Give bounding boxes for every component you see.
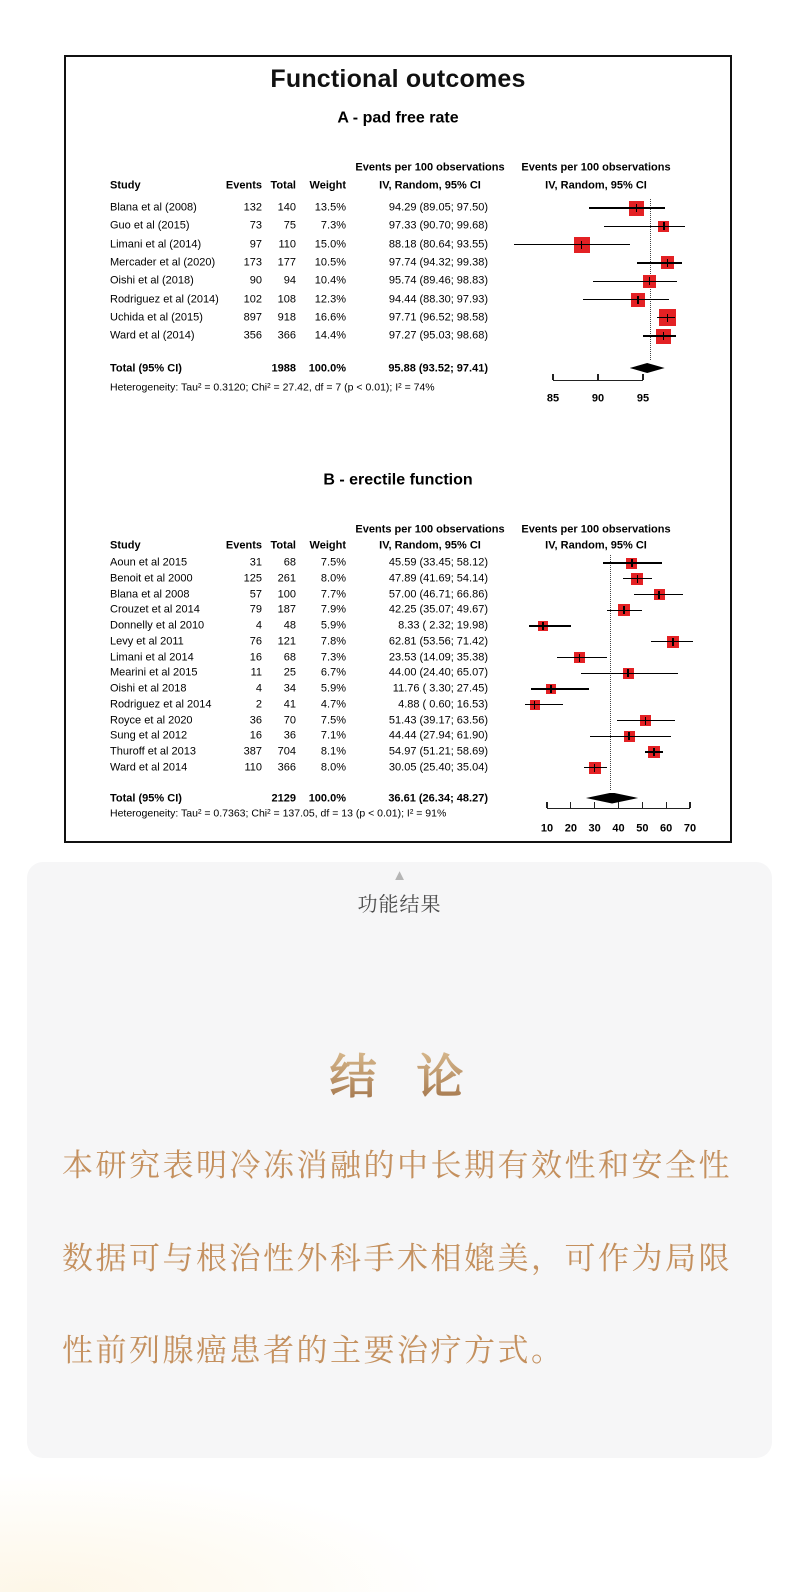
ci-value: 97.74 (94.32; 99.38) bbox=[388, 256, 488, 269]
total-value: 70 bbox=[283, 714, 296, 726]
total-value: 36 bbox=[283, 729, 296, 742]
total-value: 140 bbox=[277, 201, 296, 214]
total-value: 110 bbox=[278, 238, 296, 251]
ci-value: 94.44 (88.30; 97.93) bbox=[388, 293, 488, 305]
effect-tick bbox=[637, 575, 638, 583]
total-label: Total (95% CI) bbox=[110, 792, 182, 805]
column-header-model: IV, Random, 95% CI bbox=[379, 179, 481, 192]
figure-caption: 功能结果 bbox=[357, 894, 442, 916]
total-value: 121 bbox=[277, 635, 296, 648]
events-value: 73 bbox=[249, 219, 262, 232]
study-name: Thuroff et al 2013 bbox=[110, 745, 197, 758]
study-name: Blana et al 2008 bbox=[110, 588, 190, 600]
weight-value: 8.0% bbox=[320, 761, 346, 774]
heterogeneity-text: Heterogeneity: Tau² = 0.3120; Chi² = 27.42, df = 7 (p < 0.01); I² = 74% bbox=[110, 381, 435, 394]
weight-value: 6.7% bbox=[320, 666, 346, 679]
effect-tick bbox=[631, 559, 632, 567]
column-header-total: Total bbox=[270, 539, 296, 552]
ci-value: 57.00 (46.71; 66.86) bbox=[388, 588, 488, 600]
weight-value: 16.6% bbox=[314, 311, 346, 324]
events-value: 16 bbox=[249, 729, 262, 742]
total-value: 261 bbox=[277, 572, 296, 585]
total-weight-value: 100.0% bbox=[308, 792, 346, 805]
conclusion-line: 性前列腺癌患者的主要治疗方式。 bbox=[62, 1333, 565, 1368]
weight-value: 7.3% bbox=[320, 651, 346, 663]
total-label: Total (95% CI) bbox=[110, 362, 182, 375]
study-name: Oishi et al (2018) bbox=[110, 274, 194, 287]
total-value: 68 bbox=[283, 651, 296, 663]
total-value: 100 bbox=[277, 588, 296, 600]
total-value: 108 bbox=[277, 293, 296, 305]
effect-tick bbox=[534, 701, 535, 709]
ci-value: 88.18 (80.64; 93.55) bbox=[388, 238, 488, 251]
weight-value: 7.7% bbox=[320, 588, 346, 600]
weight-value: 7.1% bbox=[320, 729, 346, 742]
study-name: Rodriguez et al (2014) bbox=[110, 293, 219, 305]
effect-tick bbox=[542, 622, 543, 630]
effect-tick bbox=[594, 764, 595, 772]
total-value: 366 bbox=[277, 761, 296, 774]
weight-value: 8.0% bbox=[320, 572, 346, 585]
effect-tick bbox=[653, 748, 654, 756]
x-axis-tick bbox=[689, 802, 690, 808]
column-header-model: IV, Random, 95% CI bbox=[545, 179, 647, 192]
ci-line bbox=[531, 688, 589, 689]
total-value: 918 bbox=[277, 311, 296, 324]
column-header-model: IV, Random, 95% CI bbox=[379, 539, 481, 552]
ci-value: 45.59 (33.45; 58.12) bbox=[388, 556, 488, 569]
weight-value: 15.0% bbox=[314, 238, 346, 251]
total-value: 25 bbox=[283, 666, 296, 679]
column-header-events: Events bbox=[225, 539, 262, 552]
ci-value: 54.97 (51.21; 58.69) bbox=[388, 745, 488, 758]
weight-value: 5.9% bbox=[320, 619, 346, 632]
x-axis-tick-label: 20 bbox=[564, 822, 577, 835]
events-value: 125 bbox=[243, 572, 262, 585]
study-name: Crouzet et al 2014 bbox=[110, 603, 200, 616]
total-value: 366 bbox=[277, 329, 296, 342]
x-axis-tick-label: 90 bbox=[591, 392, 605, 405]
panel-subtitle: A - pad free rate bbox=[337, 109, 459, 127]
column-header-weight: Weight bbox=[309, 179, 346, 192]
study-name: Ward et al 2014 bbox=[110, 761, 188, 774]
effect-tick bbox=[628, 732, 629, 740]
total-value: 34 bbox=[283, 682, 296, 695]
ci-value: 23.53 (14.09; 35.38) bbox=[388, 651, 488, 663]
total-value: 704 bbox=[277, 745, 296, 758]
ci-value: 11.76 ( 3.30; 27.45) bbox=[392, 682, 488, 695]
ci-value: 47.89 (41.69; 54.14) bbox=[388, 572, 488, 585]
events-value: 132 bbox=[243, 201, 262, 214]
column-header-model: IV, Random, 95% CI bbox=[545, 539, 647, 552]
ci-line bbox=[529, 625, 571, 626]
study-name: Uchida et al (2015) bbox=[110, 311, 203, 324]
study-name: Limani et al 2014 bbox=[110, 651, 194, 663]
study-name: Blana et al (2008) bbox=[110, 201, 197, 214]
weight-value: 7.8% bbox=[320, 635, 346, 648]
caption-card bbox=[27, 862, 772, 1458]
effect-tick bbox=[645, 717, 646, 725]
x-axis-tick bbox=[618, 802, 619, 808]
ci-value: 51.43 (39.17; 63.56) bbox=[388, 714, 488, 726]
weight-value: 10.4% bbox=[314, 274, 346, 287]
total-value: 41 bbox=[283, 698, 296, 711]
ci-value: 97.33 (90.70; 99.68) bbox=[388, 219, 488, 232]
weight-value: 14.4% bbox=[314, 329, 346, 342]
ci-line bbox=[525, 704, 563, 705]
x-axis-tick-label: 10 bbox=[540, 822, 554, 835]
x-axis-tick-label: 70 bbox=[683, 822, 697, 835]
total-value: 48 bbox=[283, 619, 296, 632]
column-header-events: Events bbox=[225, 179, 262, 192]
total-value: 68 bbox=[283, 556, 296, 569]
collapse-triangle-icon[interactable]: ▲ bbox=[392, 867, 407, 884]
x-axis-tick-label: 30 bbox=[588, 822, 601, 835]
x-axis-tick bbox=[666, 802, 667, 808]
study-name: Limani et al (2014) bbox=[110, 238, 202, 251]
study-name: Royce et al 2020 bbox=[110, 714, 193, 726]
events-value: 16 bbox=[249, 651, 262, 663]
x-axis-line bbox=[547, 808, 690, 809]
panel-erectile-function bbox=[66, 57, 730, 841]
decorative-glow bbox=[0, 1462, 480, 1592]
total-events-value: 1988 bbox=[271, 362, 296, 375]
weight-value: 10.5% bbox=[314, 256, 346, 269]
ci-line bbox=[557, 657, 608, 658]
column-header-effect: Events per 100 observations bbox=[355, 161, 505, 174]
study-name: Donnelly et al 2010 bbox=[110, 619, 205, 632]
ci-value: 97.27 (95.03; 98.68) bbox=[388, 329, 488, 342]
x-axis-tick bbox=[594, 802, 595, 808]
events-value: 90 bbox=[249, 274, 262, 287]
events-value: 79 bbox=[249, 603, 262, 616]
x-axis-tick bbox=[570, 802, 571, 808]
study-name: Mearini et al 2015 bbox=[110, 666, 198, 679]
weight-value: 7.5% bbox=[320, 556, 346, 569]
ci-line bbox=[581, 673, 678, 674]
x-axis-tick-label: 95 bbox=[636, 392, 650, 405]
events-value: 11 bbox=[250, 666, 262, 679]
weight-value: 5.9% bbox=[320, 682, 346, 695]
weight-value: 7.3% bbox=[320, 219, 346, 232]
effect-tick bbox=[550, 685, 551, 693]
forest-plot-figure bbox=[64, 55, 732, 843]
total-value: 75 bbox=[283, 219, 296, 232]
column-header-weight: Weight bbox=[309, 539, 346, 552]
events-value: 4 bbox=[255, 619, 262, 632]
ci-value: 8.33 ( 2.32; 19.98) bbox=[398, 619, 488, 632]
effect-tick bbox=[627, 669, 628, 677]
ci-value: 97.71 (96.52; 98.58) bbox=[388, 311, 488, 324]
weight-value: 7.5% bbox=[320, 714, 346, 726]
ci-value: 95.74 (89.46; 98.83) bbox=[388, 274, 488, 287]
column-header-study: Study bbox=[110, 179, 141, 192]
figure-inner bbox=[66, 57, 730, 841]
x-axis-tick-label: 40 bbox=[612, 822, 625, 835]
effect-tick bbox=[579, 654, 580, 662]
events-value: 57 bbox=[249, 588, 262, 600]
total-value: 94 bbox=[283, 274, 296, 287]
study-name: Mercader et al (2020) bbox=[110, 256, 216, 269]
events-value: 387 bbox=[243, 745, 262, 758]
conclusion-line: 本研究表明冷冻消融的中长期有效性和安全性 bbox=[62, 1148, 732, 1183]
events-value: 31 bbox=[249, 556, 262, 569]
total-weight-value: 100.0% bbox=[308, 362, 346, 375]
effect-tick bbox=[658, 591, 659, 599]
study-name: Levy et al 2011 bbox=[110, 635, 184, 648]
x-axis-tick bbox=[546, 802, 547, 808]
conclusion-line: 数据可与根治性外科手术相媲美，可作为局限 bbox=[62, 1241, 732, 1276]
ci-line bbox=[590, 736, 671, 737]
events-value: 36 bbox=[249, 714, 262, 726]
ci-value: 4.88 ( 0.60; 16.53) bbox=[398, 698, 488, 711]
weight-value: 4.7% bbox=[320, 698, 346, 711]
events-value: 2 bbox=[255, 698, 262, 711]
weight-value: 12.3% bbox=[314, 293, 346, 305]
total-events-value: 2129 bbox=[271, 792, 296, 805]
ci-value: 94.29 (89.05; 97.50) bbox=[388, 201, 488, 214]
events-value: 356 bbox=[243, 329, 262, 342]
ci-value: 30.05 (25.40; 35.04) bbox=[388, 761, 488, 774]
column-header-effect: Events per 100 observations bbox=[521, 523, 671, 536]
heterogeneity-text: Heterogeneity: Tau² = 0.7363; Chi² = 137.05, df = 13 (p < 0.01); I² = 91% bbox=[110, 807, 447, 820]
x-axis-tick-label: 85 bbox=[546, 392, 560, 405]
events-value: 97 bbox=[249, 238, 262, 251]
events-value: 173 bbox=[243, 256, 262, 269]
column-header-total: Total bbox=[270, 179, 296, 192]
events-value: 4 bbox=[255, 682, 262, 695]
events-value: 76 bbox=[249, 635, 262, 648]
x-axis-tick-label: 50 bbox=[636, 822, 649, 835]
weight-value: 13.5% bbox=[314, 201, 346, 214]
study-name: Aoun et al 2015 bbox=[110, 556, 188, 569]
effect-tick bbox=[623, 606, 624, 614]
weight-value: 7.9% bbox=[320, 603, 346, 616]
study-name: Benoit et al 2000 bbox=[110, 572, 193, 585]
study-name: Guo et al (2015) bbox=[110, 219, 190, 232]
total-ci-value: 36.61 (26.34; 48.27) bbox=[388, 792, 488, 805]
column-header-study: Study bbox=[110, 539, 141, 552]
total-value: 187 bbox=[277, 603, 296, 616]
effect-tick bbox=[672, 638, 673, 646]
events-value: 110 bbox=[244, 761, 262, 774]
events-value: 897 bbox=[243, 311, 262, 324]
ci-value: 62.81 (53.56; 71.42) bbox=[388, 635, 488, 648]
column-header-effect: Events per 100 observations bbox=[355, 523, 505, 536]
study-name: Sung et al 2012 bbox=[110, 729, 188, 742]
ci-value: 44.44 (27.94; 61.90) bbox=[388, 729, 488, 742]
ci-value: 42.25 (35.07; 49.67) bbox=[388, 603, 488, 616]
weight-value: 8.1% bbox=[320, 745, 346, 758]
study-name: Rodriguez et al 2014 bbox=[110, 698, 212, 711]
figure-title: Functional outcomes bbox=[270, 65, 526, 93]
x-axis-tick-label: 60 bbox=[660, 822, 673, 835]
panel-subtitle: B - erectile function bbox=[323, 471, 473, 489]
study-name: Ward et al (2014) bbox=[110, 329, 195, 342]
conclusion-heading: 结 论 bbox=[27, 1040, 772, 1107]
study-name: Oishi et al 2018 bbox=[110, 682, 187, 695]
column-header-effect: Events per 100 observations bbox=[521, 161, 671, 174]
x-axis-tick bbox=[642, 802, 643, 808]
total-value: 177 bbox=[277, 256, 296, 269]
ci-value: 44.00 (24.40; 65.07) bbox=[388, 666, 488, 679]
events-value: 102 bbox=[243, 293, 262, 305]
total-ci-value: 95.88 (93.52; 97.41) bbox=[388, 362, 488, 375]
